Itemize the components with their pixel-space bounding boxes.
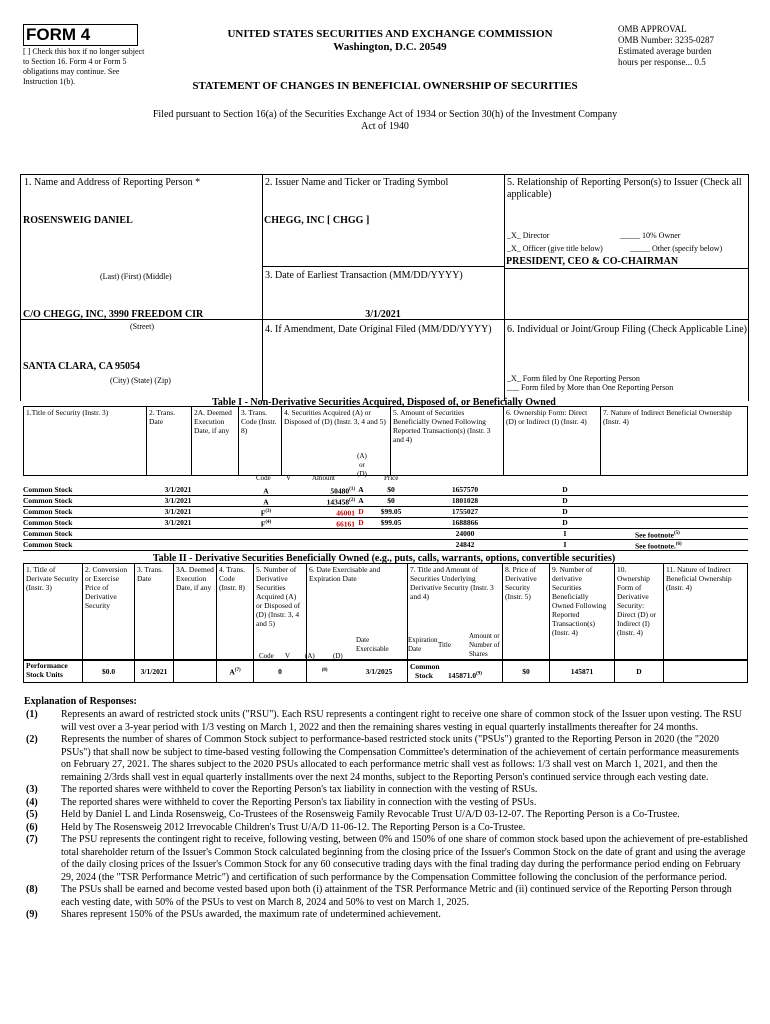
t2-d-head: (D) [333,652,343,660]
statement-title: STATEMENT OF CHANGES IN BENEFICIAL OWNERSHIP OF SECURITIES [192,80,578,92]
t2-h2: 2. Conversion or Exercise Price of Derivative Security [83,564,135,661]
director-check[interactable]: _X_ Director [507,231,550,240]
t1-security-value: Common Stock [23,496,73,505]
t1-code-head: Code [256,474,271,482]
footnote-number: (8) [26,884,38,895]
t1-date-value: 3/1/2021 [164,518,192,527]
omb-burden-1: Estimated average burden [618,46,712,56]
t1-code-value: F [260,519,266,529]
t1-aord-head: (A) or (D) [357,452,367,478]
t2-dates [307,660,408,683]
t1-cell-owned [411,539,519,550]
list-item [24,709,748,734]
t1-nature-footnote: (6) [675,542,682,547]
rule [20,174,748,175]
t1-ad-value: A [358,485,364,494]
rule [20,174,21,401]
t2-code-value: A [229,667,235,677]
t1-cell-owned [411,506,519,517]
list-item [24,834,748,884]
t1-h1: 1.Title of Security (Instr. 3) [24,407,147,476]
footnote-text: The reported shares were withheld to cover the Reporting Person's tax liability in connection with the vesting of RSUs. [61,784,538,795]
footnote-text: Held by The Rosensweig 2012 Irrevocable Children's Trust U/A/D 11-06-12. The Reporting Person is a Co-Trustee. [61,821,526,833]
earliest-date: 3/1/2021 [365,309,401,320]
t2-amount-head: Amount or Number of Shares [469,632,500,658]
t1-cell-price [375,484,407,495]
t1-price-head: Price [384,474,399,482]
t2-ex-footnote: (8) [321,667,328,673]
t2-price: $0.0 [83,660,135,683]
t1-cell-ad [353,517,369,528]
list-item [24,909,748,922]
t2-h3: 3. Trans. Date [135,564,174,661]
footnote-text: Held by Daniel L and Linda Rosensweig, Co-Trustees of the Rosensweig Family Revocable Trust U/A/D 03-12-07. The Reporting Person is a Co-Trustee. [61,809,680,820]
t2-title: Common Stock [410,662,440,680]
t2-form: D [615,660,664,683]
t1-owned-value: 1801028 [451,496,479,505]
t1-h2a: 2A. Deemed Execution Date, if any [192,407,239,476]
reporting-street: C/O CHEGG, INC, 3990 FREEDOM CIR [23,309,204,320]
footnote-number: (3) [26,784,38,795]
footnote-text: Represents an award of restricted stock units ("RSU"). Each RSU represents a contingent right to receive one share of common stock of the Issuer upon vesting. The RSU will vest over a 3-year period with 1/3 vesting on March 1, 2022 and then the remaining shares vesting in equal quarterly installments thereafter for 24 months. [61,709,742,733]
box3-label: 3. Date of Earliest Transaction (MM/DD/YYYY) [265,270,463,281]
t2-shares: 145871.0 [448,671,477,680]
t1-form-value: D [562,507,568,516]
footnote-number: (6) [26,821,38,833]
rule [262,266,504,267]
list-item [24,822,748,835]
t2-underlying [408,660,503,683]
t1-h4: 4. Securities Acquired (A) or Disposed of (D) (Instr. 3, 4 and 5) [282,407,391,476]
t1-cell-form [519,528,611,539]
footnote-number: (2) [26,734,38,745]
omb-approval [618,24,758,68]
form-title: FORM 4 [26,25,91,44]
t1-date-value: 3/1/2021 [164,485,192,494]
table1-title: Table I - Non-Derivative Securities Acquired, Disposed of, or Beneficially Owned [212,397,556,408]
t1-cell-owned [411,517,519,528]
t2-a-head: (A) [305,652,315,660]
t1-price-value: $99.05 [380,507,402,516]
t1-v-head: V [286,474,292,482]
t2-nature [664,660,748,683]
t1-cell-date [153,495,203,506]
t1-form-value: I [563,529,567,538]
reporting-city: SANTA CLARA, CA 95054 [23,361,141,372]
t2-h1: 1. Title of Derivate Security (Instr. 3) [24,564,83,661]
t1-amount-value: 46001 [336,508,355,518]
t1-owned-value: 1688866 [451,518,479,527]
explanation-title: Explanation of Responses: [24,696,137,707]
t1-security-value: Common Stock [23,485,73,494]
t1-date-value: 3/1/2021 [164,496,192,505]
t2-h11: 11. Nature of Indirect Beneficial Ownership (Instr. 4) [664,564,748,661]
omb-burden-2: hours per response... 0.5 [618,57,706,67]
t1-ad-value: D [358,507,364,516]
list-item [24,784,748,797]
t1-form-value: I [563,540,567,549]
box4-label: 4. If Amendment, Date Original Filed (MM/DD/YYYY) [265,324,492,335]
form-title-box [23,24,138,46]
t1-cell-price [375,506,407,517]
t1-security-value: Common Stock [23,507,73,516]
officer-title: PRESIDENT, CEO & CO-CHAIRMAN [506,256,679,267]
list-item [24,734,748,784]
agency-location: Washington, D.C. 20549 [333,41,447,53]
t2-h5: 5. Number of Derivative Securities Acquired (A) or Disposed of (D) (Instr. 3, 4 and 5) [254,564,307,661]
t1-code-value: A [263,497,269,507]
footnote-text: Shares represent 150% of the PSUs awarded, the maximum rate of undetermined achievement. [61,909,441,920]
t1-cell-security [23,517,143,528]
footnote-text: The PSUs shall be earned and become vested based upon both (i) attainment of the TSR Performance Metric and (ii) continued service of the Reporting Person through each vesting date, with 50% of the PSUs to vest on March 8, 2024 and 50% to vest on March 1, 2025. [61,884,732,908]
t2-shares-footnote: (9) [476,671,482,677]
t1-nature-value: See footnote [635,530,674,540]
t1-owned-value: 24000 [455,529,475,538]
t1-nature-footnote: (5) [673,531,680,536]
t2-a: 0 [254,660,307,683]
footnote-number: (4) [26,796,38,808]
rule [748,174,749,401]
issuer-name: CHEGG, INC [ CHGG ] [264,215,370,226]
ten-pct-check[interactable]: _____ 10% Owner [620,231,681,240]
t1-h6: 6. Ownership Form: Direct (D) or Indirect (I) (Instr. 4) [504,407,601,476]
t1-form-value: D [562,496,568,505]
t2-expiration: 3/1/2025 [365,667,393,677]
footnote-text: The PSU represents the contingent right to receive, following vesting, between 0% and 150% of one share of common stock based upon the achievement of pre-established total shareholder return of the Issuer's Common Stock calculated beginning from the closing price of the Issuer's Common Stock on the date of grant and using the average of the daily closing prices of the Issuer's Common Stock for any 60 consecutive trading days with the final trading day during the performance period ending on February 29, 2024 (the "TSR Performance Metric") and certification of such performance by the Compensation Committee following the conclusion of the performance period. [61,834,748,883]
officer-check[interactable]: _X_ Officer (give title below) [507,244,603,253]
t1-h7: 7. Nature of Indirect Beneficial Ownership (Instr. 4) [601,407,748,476]
t1-cell-nature [635,539,745,552]
agency-name: UNITED STATES SECURITIES AND EXCHANGE COMMISSION [227,28,553,40]
t2-code-head: Code [259,652,274,660]
t1-code-value: F [260,508,266,518]
name-hint: (Last) (First) (Middle) [100,272,172,281]
t1-cell-security [23,484,143,495]
table-row [23,539,748,551]
t1-cell-form [519,506,611,517]
t2-h4: 4. Trans. Code (Instr. 8) [217,564,254,661]
omb-approval-title: OMB APPROVAL [618,24,687,34]
t1-amount-value: 143458 [326,497,350,507]
footnote-number: (7) [26,834,38,845]
t1-owned-value: 1657570 [451,485,479,494]
t1-cell-date [153,484,203,495]
t2-v-head: V [285,652,291,660]
explanation-list [24,709,748,922]
t1-cell-price [375,517,407,528]
more-person-check[interactable]: ___ Form filed by More than One Reporting Person [507,383,674,392]
list-item [24,809,748,822]
t1-cell-date [153,517,203,528]
t1-cell-owned [411,495,519,506]
footnote-number: (5) [26,809,38,820]
t1-security-value: Common Stock [23,540,73,549]
t1-cell-form [519,495,611,506]
other-check[interactable]: _____ Other (specify below) [630,244,723,253]
t1-cell-form [519,484,611,495]
t1-cell-date [153,506,203,517]
table2-title: Table II - Derivative Securities Beneficially Owned (e.g., puts, calls, warrants, options, convertible securities) [152,553,616,564]
t2-h3a: 3A. Deemed Execution Date, if any [174,564,217,661]
t2-code [217,660,254,683]
city-hint: (City) (State) (Zip) [110,376,171,385]
table2-row [23,659,748,683]
t1-code-footnote: (4) [265,520,272,525]
t1-security-value: Common Stock [23,529,73,538]
t1-amount-footnote: (1) [349,487,355,492]
footnote-number: (9) [26,909,38,920]
t1-code-value: A [263,486,269,496]
box1-label: 1. Name and Address of Reporting Person * [24,177,201,188]
filed-pursuant: Filed pursuant to Section 16(a) of the Securities Exchange Act of 1934 or Section 30(h) of the Investment Company Act of 1940 [152,109,618,132]
t2-title-head: Title [438,641,451,649]
t1-form-value: D [562,518,568,527]
rule [504,268,748,269]
t2-date: 3/1/2021 [135,660,174,683]
t1-nature-value: See footnote. [635,541,676,551]
t2-h8: 8. Price of Derivative Security (Instr. 5) [503,564,550,661]
list-item [24,797,748,810]
t1-amount-value: 50480 [330,486,350,496]
box2-label: 2. Issuer Name and Ticker or Trading Symbol [265,177,449,188]
box6-label: 6. Individual or Joint/Group Filing (Check Applicable Line) [507,324,747,335]
rule [504,174,505,401]
t1-price-value: $99.05 [380,518,402,527]
t1-code-footnote: (3) [265,509,272,514]
footnote-text: The reported shares were withheld to cover the Reporting Person's tax liability in connection with the vesting of PSUs. [61,796,537,808]
t1-form-value: D [562,485,568,494]
t1-amount-head: Amount [312,474,335,482]
t1-cell-owned [411,484,519,495]
t2-h7: 7. Title and Amount of Securities Underlying Derivative Security (Instr. 3 and 4) [408,564,503,661]
one-person-check[interactable]: _X_ Form filed by One Reporting Person [507,374,640,383]
footnote-text: Represents the number of shares of Common Stock subject to performance-based restricted stock units ("PSUs") granted to the Reporting Person in 2020 (the "2020 PSUs") that shall now be subject to time-based vesting following the Compensation Committee's determination of the achievement of certain performance measurements on February 27, 2021. The shares subject to the 2020 PSUs allocated to each performance metric shall vest as follows: 1/3 shall vest on March 1, 2021, and then the remaining 2/3rds shall vest in equal quarterly installments over the next 24 months, subject to the Reporting Person's continued service through each vesting date. [61,734,739,783]
rule [262,174,263,401]
t1-price-value: $0 [387,485,395,494]
t2-exercisable-head: Date Exercisable [356,636,389,653]
t1-ad-value: D [358,518,364,527]
box5-label: 5. Relationship of Reporting Person(s) to Issuer (Check all applicable) [507,177,742,200]
t1-h2: 2. Trans. Date [147,407,192,476]
reporting-name: ROSENSWEIG DANIEL [23,215,133,226]
t1-cell-ad [353,484,369,495]
t1-cell-price [375,495,407,506]
t1-owned-value: 1755027 [451,507,479,516]
t1-date-value: 3/1/2021 [164,507,192,516]
t2-deemed [174,660,217,683]
t2-security: Performance Stock Units [24,660,83,683]
t1-ad-value: A [358,496,364,505]
t1-h5: 5. Amount of Securities Beneficially Owned Following Reported Transaction(s) (Instr. 3 and 4) [391,407,504,476]
t2-h10: 10. Ownership Form of Derivative Security: Direct (D) or Indirect (I) (Instr. 4) [615,564,664,661]
t1-cell-security [23,528,143,539]
t1-security-value: Common Stock [23,518,73,527]
t1-owned-value: 24842 [455,540,475,549]
t1-cell-ad [353,506,369,517]
t1-cell-ad [353,495,369,506]
t2-owned: 145871 [550,660,615,683]
t1-amount-footnote: (2) [349,498,355,503]
t1-cell-security [23,495,143,506]
t2-dprice: $0 [503,660,550,683]
table1-header [23,406,748,476]
t2-expiration-head: Expiration Date [408,636,438,653]
footnote-number: (1) [26,709,38,720]
omb-number: OMB Number: 3235-0287 [618,35,714,45]
check-box-note[interactable]: [ ] Check this box if no longer subject to Section 16. Form 4 or Form 5 obligations may continue. See Instruction 1(b). [23,47,145,86]
t2-h6: 6. Date Exercisable and Expiration Date [307,564,408,661]
t1-cell-form [519,539,611,550]
t1-cell-security [23,506,143,517]
t1-cell-form [519,517,611,528]
t1-cell-owned [411,528,519,539]
street-hint: (Street) [130,322,154,331]
t1-price-value: $0 [387,496,395,505]
t2-code-footnote: (7) [234,667,241,673]
t2-h9: 9. Number of derivative Securities Beneficially Owned Following Reported Transaction(s) (Instr. 4) [550,564,615,661]
t1-amount-value: 66161 [336,519,355,529]
t1-cell-security [23,539,143,550]
list-item [24,884,748,909]
t1-h3: 3. Trans. Code (Instr. 8) [239,407,282,476]
